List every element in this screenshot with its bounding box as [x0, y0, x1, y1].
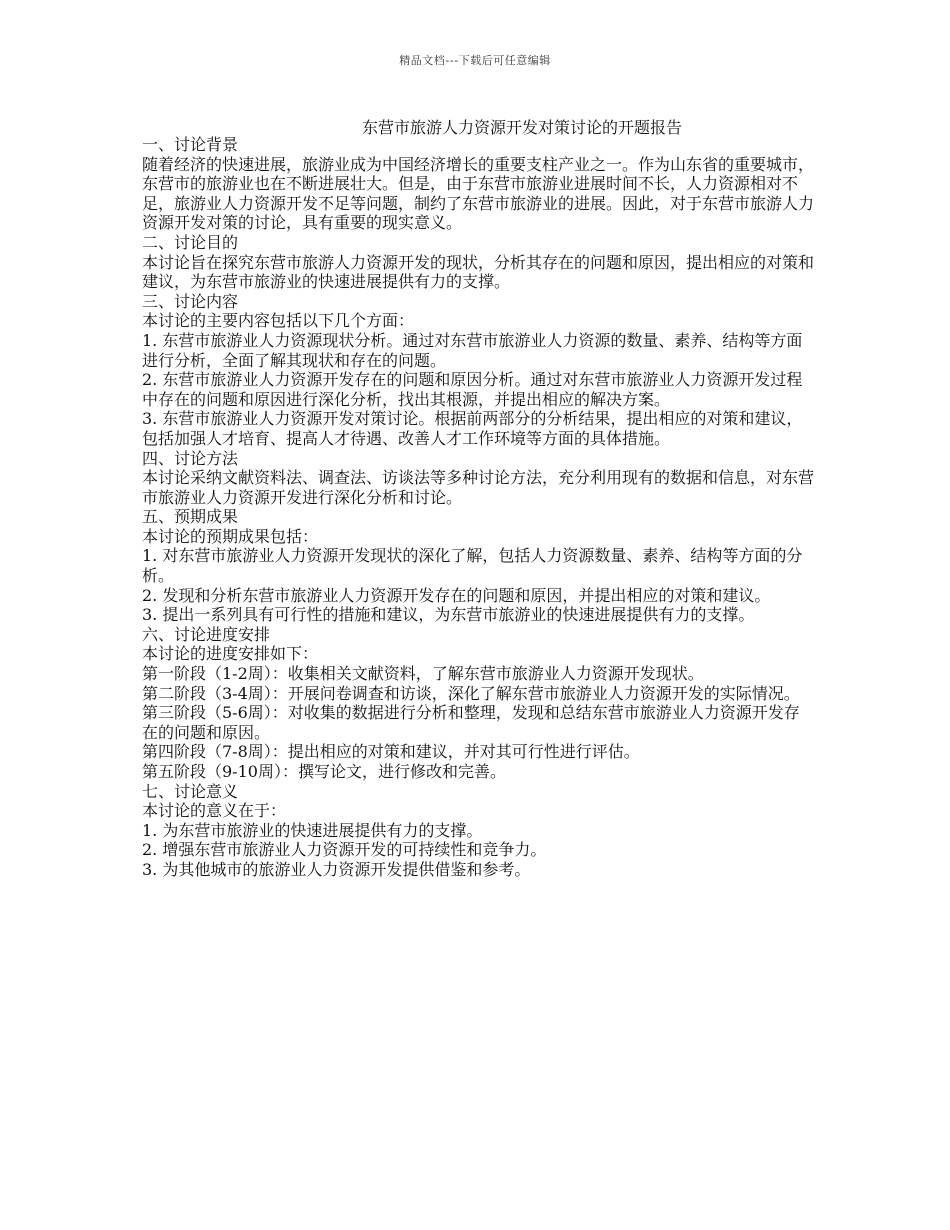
- list-item: 1. 为东营市旅游业的快速进展提供有力的支撑。: [142, 820, 483, 840]
- document-title: 东营市旅游人力资源开发对策讨论的开题报告: [362, 118, 683, 137]
- paragraph: 随着经济的快速进展，旅游业成为中国经济增长的重要支柱产业之一。作为山东省的重要城市，东营市的旅游业也在不断进展壮大。但是，由于东营市旅游业进展时间不长，人力资源相对不足，旅游业人力资源开发不足等问题，制约了东营市旅游业的进展。因此，对于东营市旅游人力资源开发对策的讨论，具有重要的现实意义。: [142, 154, 815, 233]
- paragraph: 本讨论的主要内容包括以下几个方面：: [142, 311, 415, 331]
- section-heading: 七、讨论意义: [142, 781, 239, 801]
- schedule-item: 第五阶段（9-10周）：撰写论文，进行修改和完善。: [142, 762, 506, 781]
- schedule-item: 第一阶段（1-2周）：收集相关文献资料，了解东营市旅游业人力资源开发现状。: [142, 664, 704, 684]
- list-item: 2. 发现和分析东营市旅游业人力资源开发存在的问题和原因，并提出相应的对策和建议。: [142, 585, 771, 605]
- paragraph: 本讨论旨在探究东营市旅游人力资源开发的现状，分析其存在的问题和原因，提出相应的对策和建议，为东营市旅游业的快速进展提供有力的支撑。: [142, 252, 815, 292]
- list-item: 3. 为其他城市的旅游业人力资源开发提供借鉴和参考。: [142, 859, 531, 879]
- list-item: 2. 东营市旅游业人力资源开发存在的问题和原因分析。通过对东营市旅游业人力资源开发过程中存在的问题和原因进行深化分析，找出其根源，并提出相应的解决方案。: [142, 370, 803, 409]
- section-heading: 五、预期成果: [142, 507, 239, 527]
- schedule-item: 第三阶段（5-6周）：对收集的数据进行分析和整理，发现和总结东营市旅游业人力资源开发存在的问题和原因。: [142, 703, 800, 742]
- page-header: 精品文档---下载后可任意编辑: [399, 54, 551, 67]
- section-heading: 六、讨论进度安排: [142, 624, 271, 644]
- schedule-item: 第四阶段（7-8周）：提出相应的对策和建议，并对其可行性进行评估。: [142, 742, 640, 762]
- section-heading: 一、讨论背景: [142, 135, 239, 154]
- paragraph: 本讨论采纳文献资料法、调查法、访谈法等多种讨论方法，充分利用现有的数据和信息，对东营市旅游业人力资源开发进行深化分析和讨论。: [142, 468, 815, 507]
- schedule-item: 第二阶段（3-4周）：开展问卷调查和访谈，深化了解东营市旅游业人力资源开发的实际情况。: [142, 683, 800, 703]
- list-item: 1. 东营市旅游业人力资源现状分析。通过对东营市旅游业人力资源的数量、素养、结构等方面进行分析，全面了解其现状和存在的问题。: [142, 330, 803, 370]
- list-item: 3. 东营市旅游业人力资源开发对策讨论。根据前两部分的分析结果，提出相应的对策和建议，包括加强人才培育、提高人才待遇、改善人才工作环境等方面的具体措施。: [142, 409, 803, 448]
- list-item: 3. 提出一系列具有可行性的措施和建议，为东营市旅游业的快速进展提供有力的支撑。: [142, 605, 755, 625]
- list-item: 1. 对东营市旅游业人力资源开发现状的深化了解，包括人力资源数量、素养、结构等方面的分析。: [142, 546, 803, 586]
- paragraph: 本讨论的预期成果包括：: [142, 526, 319, 546]
- section-heading: 二、讨论目的: [142, 232, 239, 252]
- list-item: 2. 增强东营市旅游业人力资源开发的可持续性和竞争力。: [142, 840, 547, 860]
- paragraph: 本讨论的意义在于：: [142, 801, 287, 821]
- document-body: [142, 135, 814, 880]
- section-heading: 三、讨论内容: [142, 291, 239, 311]
- section-heading: 四、讨论方法: [142, 448, 239, 468]
- paragraph: 本讨论的进度安排如下：: [142, 644, 319, 664]
